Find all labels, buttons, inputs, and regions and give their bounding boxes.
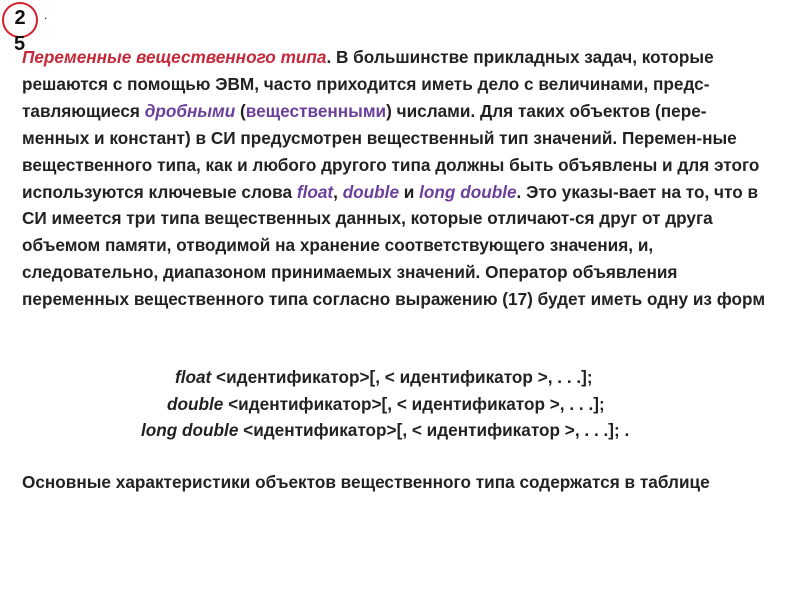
- form-keyword: double: [167, 393, 224, 414]
- keyword-real: вещественными: [245, 100, 387, 121]
- text-segment: ) числами. Для таких объектов (пере-менных и констант) в СИ предусмотрен вещественный тип значений. Перемен-ные вещественного типа, как и любого другого типа должны быть объявлены и для этого используются ключевые слова: [22, 100, 760, 202]
- keyword-fractional: дробными: [144, 100, 236, 121]
- text-segment: (: [235, 100, 246, 121]
- form-keyword: long double: [141, 420, 239, 440]
- form-long-double: [141, 417, 629, 444]
- keyword-double: double: [342, 181, 400, 202]
- form-syntax: <идентификатор>[, < идентификатор >, . . .]; .: [238, 420, 630, 440]
- body-paragraph: [22, 44, 770, 313]
- text-segment: и: [399, 181, 420, 202]
- text-segment: . В большинстве прикладных задач, которые решаются с помощью ЭВМ, часто приходится иметь дело с величинами, предс-тавляющиеся: [22, 47, 714, 121]
- form-syntax: <идентификатор>[, < идентификатор >, . . .];: [211, 367, 593, 387]
- footer-text: Основные характеристики объектов вещественного типа содержатся в таблице: [22, 472, 710, 492]
- form-double: [167, 391, 605, 418]
- text-segment: ,: [333, 181, 343, 202]
- form-keyword: float: [175, 367, 212, 387]
- term-real-variables: Переменные вещественного типа: [22, 47, 327, 67]
- form-syntax: <идентификатор>[, < идентификатор >, . . .];: [223, 393, 605, 414]
- text-segment: . Это указы-вает на то, что в СИ имеется три типа вещественных данных, которые отличают-ся друг от друга объемом памяти, отводимой на хранение соответствующего значения, и, следовательно, диапазоном принимаемых значений. Оператор объявления переменных вещественного типа согласно выражению (17) будет иметь одну из форм: [22, 181, 766, 310]
- keyword-long-double: long double: [419, 181, 517, 202]
- form-float: [175, 364, 593, 391]
- keyword-float: float: [296, 181, 334, 202]
- slide-number-digit-2: 5: [14, 33, 26, 55]
- slide-number-digit-1: 2: [14, 7, 26, 29]
- slide-number-dot: .: [44, 8, 48, 22]
